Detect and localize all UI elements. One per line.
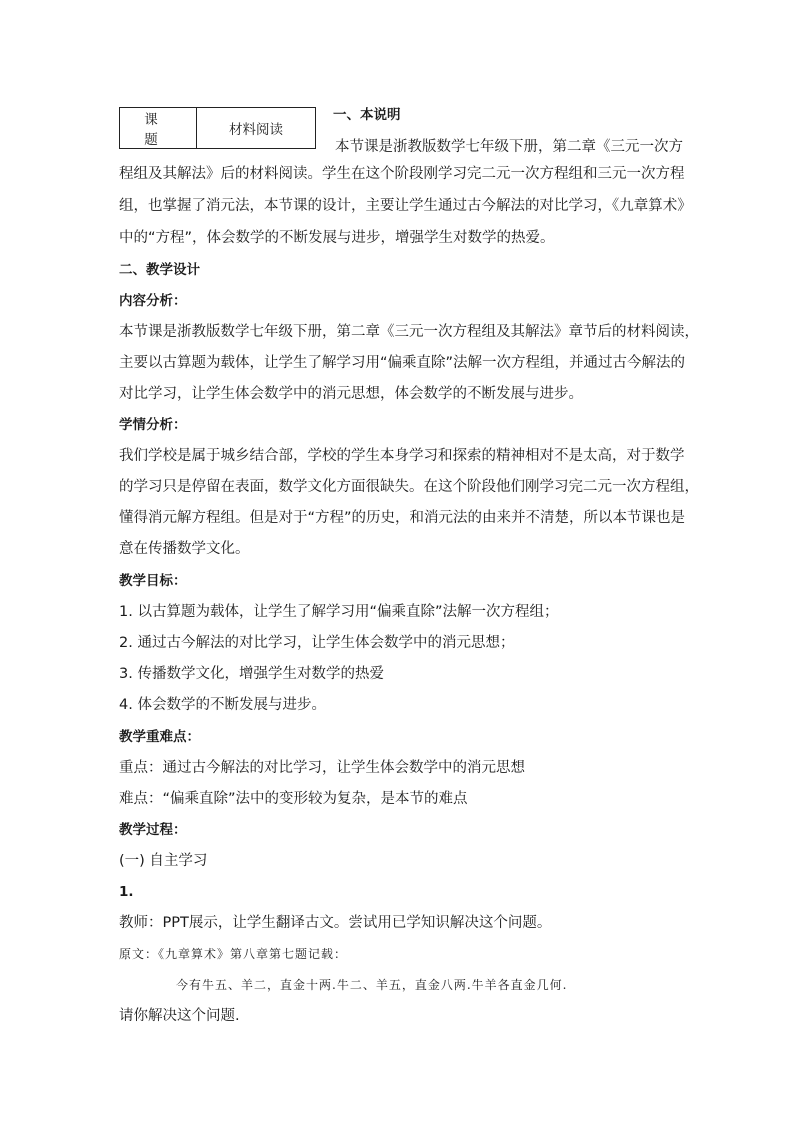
intro-line-3: 组，也掌握了消元法，本节课的设计，主要让学生通过古今解法的对比学习，《九章算术》 <box>119 198 692 214</box>
section-1-heading: 一、本说明 <box>333 107 401 123</box>
content-line-3: 对比学习，让学生体会数学中的消元思想，体会数学的不断发展与进步。 <box>119 386 583 402</box>
goal-item-4: 4. 体会数学的不断发展与进步。 <box>119 697 326 713</box>
topic-value-cell: 材料阅读 <box>197 108 316 149</box>
topic-table <box>119 107 316 149</box>
original-text-line: 原文：《九章算术》第八章第七题记载： <box>119 947 348 961</box>
key-point-line: 重点：通过古今解法的对比学习，让学生体会数学中的消元思想 <box>119 760 525 776</box>
solve-prompt-line: 请你解决这个问题. <box>119 1008 240 1024</box>
teaching-goals-heading: 教学目标： <box>119 573 187 589</box>
intro-line-1: 本节课是浙教版数学七年级下册，第二章《三元一次方 <box>335 139 683 155</box>
goal-item-3: 3. 传播数学文化，增强学生对数学的热爱 <box>119 666 384 682</box>
learner-line-3: 懂得消元解方程组。但是对于“方程”的历史，和消元法的由来并不清楚，所以本节课也是 <box>119 510 686 526</box>
ancient-problem-line: 今有牛五、羊二，直金十两.牛二、羊五，直金八两.牛羊各直金几何. <box>176 978 568 992</box>
goal-item-2: 2. 通过古今解法的对比学习，让学生体会数学中的消元思想； <box>119 635 515 651</box>
intro-line-4: 中的“方程”，体会数学的不断发展与进步，增强学生对数学的热爱。 <box>119 230 555 246</box>
item-number: 1. <box>119 884 134 900</box>
teaching-process-heading: 教学过程： <box>119 822 187 838</box>
learner-line-1: 我们学校是属于城乡结合部，学校的学生本身学习和探索的精神相对不是太高，对于数学 <box>119 448 685 464</box>
learner-analysis-heading: 学情分析： <box>119 417 187 433</box>
self-study-heading: (一) 自主学习 <box>119 853 208 869</box>
intro-line-2: 程组及其解法》后的材料阅读。学生在这个阶段刚学习完二元一次方程组和三元一次方程 <box>119 166 685 182</box>
topic-label-cell: 课 题 <box>120 108 197 149</box>
teacher-instruction-line: 教师：PPT展示，让学生翻译古文。尝试用已学知识解决这个问题。 <box>119 915 552 931</box>
learner-line-2: 的学习只是停留在表面，数学文化方面很缺失。在这个阶段他们刚学习完二元一次方程组， <box>119 479 699 495</box>
content-line-1: 本节课是浙教版数学七年级下册，第二章《三元一次方程组及其解法》章节后的材料阅读， <box>119 324 699 340</box>
goal-item-1: 1. 以古算题为载体，让学生了解学习用“偏乘直除”法解一次方程组； <box>119 604 559 620</box>
content-line-2: 主要以古算题为载体，让学生了解学习用“偏乘直除”法解一次方程组，并通过古今解法的 <box>119 355 686 371</box>
difficult-point-line: 难点：“偏乘直除”法中的变形较为复杂，是本节的难点 <box>119 791 468 807</box>
learner-line-4: 意在传播数学文化。 <box>119 541 250 557</box>
key-points-heading: 教学重难点： <box>119 729 200 745</box>
content-analysis-heading: 内容分析： <box>119 293 187 309</box>
section-2-heading: 二、教学设计 <box>119 262 200 278</box>
